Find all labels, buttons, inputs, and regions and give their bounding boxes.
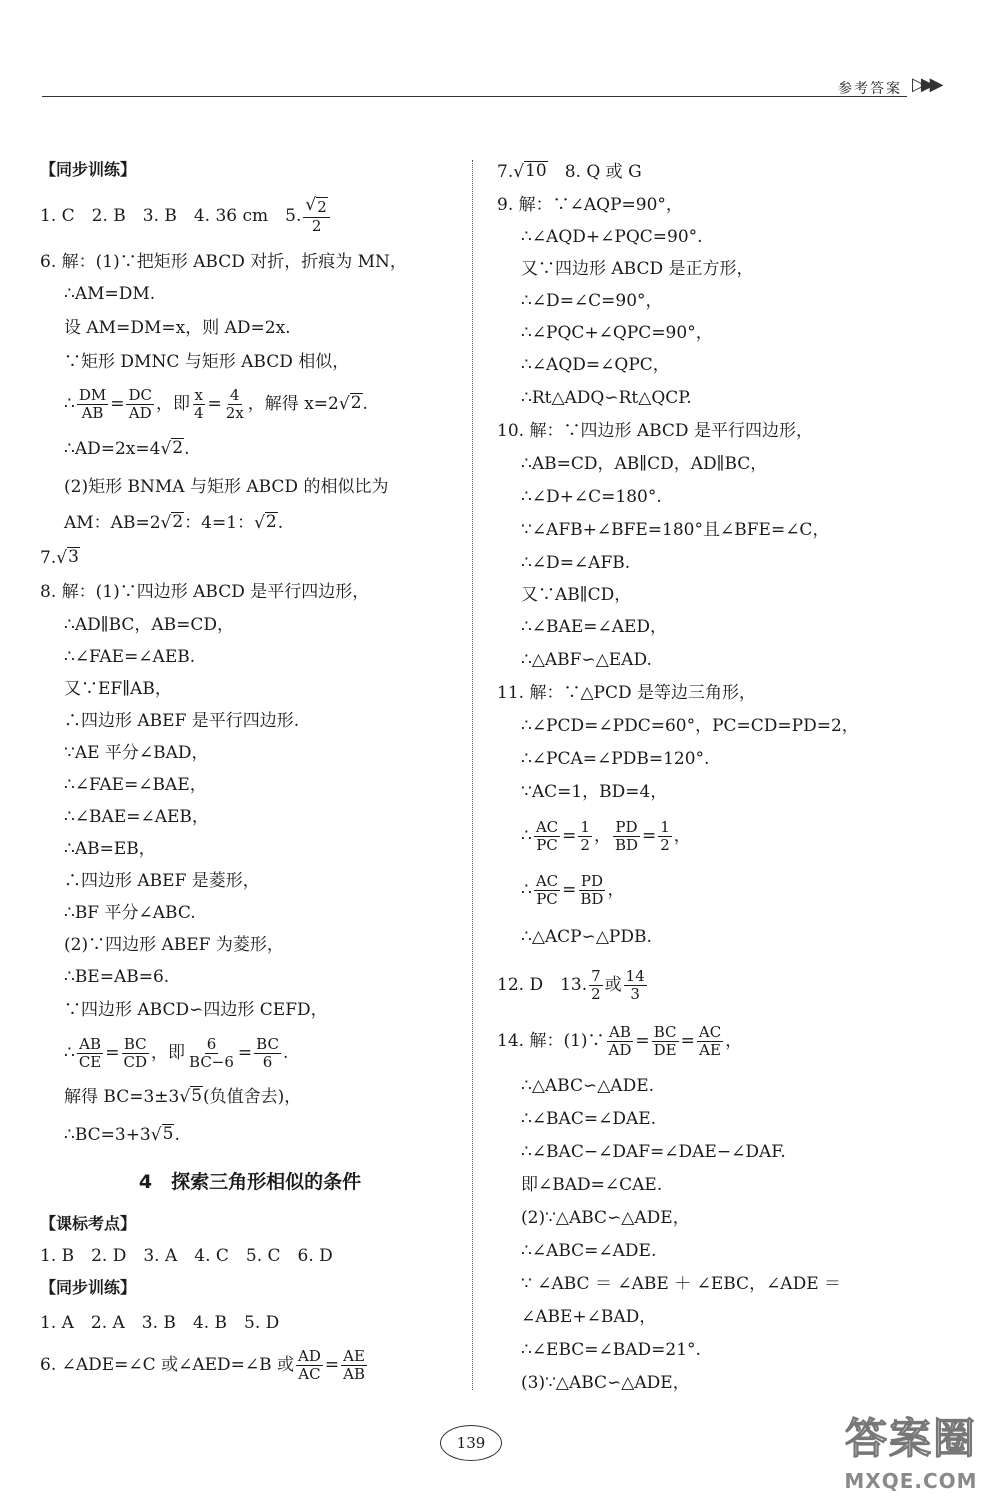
section-label: 【同步训练】 [40,1278,137,1297]
fraction [77,1036,103,1071]
answer-line: ∠ABE+∠BAD， [521,1307,657,1327]
fraction-denominator: BD [614,835,638,854]
fraction-numerator: AC [535,871,559,890]
answer-line [40,541,460,575]
fraction-denominator: 2 [311,217,322,235]
answer-line: 1. A 2. A 3. B 4. B 5. D [40,1313,280,1333]
fraction-denominator: 2 [660,835,670,854]
answer-line [40,379,460,429]
text-segment: 7. [40,548,57,568]
answer-line: ∴∠D+∠C=180°. [521,487,662,507]
square-root [56,547,80,569]
answer-line [40,1115,460,1155]
text-segment: = [110,394,125,414]
header-rule [42,96,907,97]
section-label: 【课标考点】 [40,1214,137,1233]
fraction-denominator: DE [653,1040,677,1059]
text-segment: ∴ [64,394,75,414]
radicand: 2 [317,198,327,216]
text-segment: = [680,1031,695,1051]
fraction [607,1024,634,1059]
text-segment: ∴ [64,1043,75,1063]
text-segment: = [237,1043,253,1063]
text-segment: = [105,1043,120,1063]
fraction-denominator: PC [536,835,558,854]
fraction-numerator: AE [343,1346,365,1365]
fraction [578,873,605,908]
fraction-denominator: AE [699,1040,721,1059]
fraction-denominator: CE [78,1052,102,1071]
page-number: 139 [440,1425,502,1461]
answer-line: ∴Rt△ADQ∽Rt△QCP. [521,388,692,408]
text-segment: . [174,1125,180,1145]
answer-line: (2)∵四边形 ABEF 为菱形， [64,935,284,955]
answer-line: ∵AE 平分∠BAD， [64,743,209,763]
text-segment: . [184,439,190,459]
answer-line: 8. 解：(1)∵四边形 ABCD 是平行四边形， [40,582,370,602]
text-segment: . [282,1043,289,1063]
fraction-numerator: DC [128,385,152,404]
answer-line: ∴∠AQD=∠QPC， [521,355,670,375]
fraction-denominator: BC−6 [189,1052,234,1071]
answer-line: ∵ ∠ABC ＝ ∠ABE ＋ ∠EBC，∠ADE ＝ [521,1274,842,1294]
answer-line: ∴BF 平分∠ABC. [64,903,196,923]
fraction [341,1348,367,1383]
fraction [77,387,108,422]
fraction-denominator: AD [608,1040,632,1059]
answer-line: ∴四边形 ABEF 是平行四边形. [64,711,300,731]
answer-line: (2)∵△ABC∽△ADE， [521,1208,690,1228]
radical-sign-icon: √ [160,513,172,533]
text-segment: ：4=1： [184,513,255,533]
fraction-numerator: AB [609,1022,631,1041]
fraction [126,387,154,422]
answer-line: (2)矩形 BNMA 与矩形 ABCD 的相似比为 [64,477,389,497]
text-segment: ， [725,1031,743,1051]
fraction-denominator: AC [298,1364,321,1383]
answer-line: 设 AM=DM=x，则 AD=2x. [64,318,291,338]
text-segment: . [362,394,368,414]
fraction [192,387,206,422]
text-segment: = [324,1355,340,1375]
fraction-denominator: 4 [193,403,204,422]
fraction [697,1024,723,1059]
answer-line: ∴BE=AB=6. [64,967,170,987]
square-root [254,512,278,534]
radicand: 2 [172,438,184,458]
text-segment: 7. [497,162,514,182]
radical-sign-icon: √ [179,1087,191,1107]
answer-line: ∴∠D=∠C=90°， [521,291,663,311]
fraction [122,1036,150,1071]
radical-sign-icon: √ [160,439,172,459]
radical-sign-icon: √ [56,548,68,568]
answer-line: 6. 解：(1)∵把矩形 ABCD 对折，折痕为 MN， [40,252,407,272]
text-segment: ，即 [151,1043,186,1063]
fraction-numerator: DM [78,385,107,404]
answer-line: 11. 解：∵△PCD 是等边三角形， [497,683,756,703]
answer-line: ∴∠AQD+∠PQC=90°. [521,227,703,247]
fraction-numerator: 6 [206,1034,217,1053]
fraction [534,819,560,854]
square-root [179,1086,203,1108]
fraction-numerator: 14 [625,966,645,985]
answer-line: 9. 解：∵∠AQP=90°， [497,195,683,215]
answer-line: 1. B 2. D 3. A 4. C 5. C 6. D [40,1246,333,1266]
answer-line [40,1027,460,1079]
answer-line [40,1079,460,1115]
answer-line: (3)∵△ABC∽△ADE， [521,1373,690,1393]
radicand: 2 [350,393,362,413]
fraction-denominator: 2 [580,835,590,854]
header-label: 参考答案 [838,81,902,97]
fraction-numerator: 7 [591,966,601,985]
text-segment: = [562,880,577,900]
radical-sign-icon: √ [305,195,317,215]
radical-sign-icon: √ [254,513,265,533]
answer-line: 即∠BAD=∠CAE. [521,1175,663,1195]
watermark-url: MXQE.COM [844,1469,978,1493]
answer-line: ∴∠PCA=∠PDB=120°. [521,749,710,769]
answer-line [40,505,460,541]
answer-line: ∴∠BAE=∠AEB， [64,807,209,827]
answer-line [497,809,937,863]
text-segment: 1. C 2. B 3. B 4. 36 cm 5. [40,206,302,226]
fraction [652,1024,679,1059]
answer-line: ∴∠FAE=∠BAE， [64,775,207,795]
text-segment: ∴BC=3+3 [64,1125,151,1145]
text-segment: 8. Q 或 G [547,162,642,182]
square-root [161,512,185,534]
fraction [254,1036,281,1071]
answer-line [497,863,937,917]
text-segment: 解得 BC=3±3 [64,1087,180,1107]
fraction-numerator [303,197,329,218]
left-column [40,155,460,1387]
square-root [151,1124,175,1146]
radical-sign-icon: √ [150,1125,162,1145]
answer-line: ∴AB=CD，AB∥CD，AD∥BC， [521,454,768,474]
fraction-denominator: PC [536,889,558,908]
fraction-numerator: BC [256,1034,279,1053]
radicand: 5 [191,1086,203,1106]
fraction-numerator: PD [580,871,603,890]
fraction [187,1036,236,1071]
answer-line: 又∵AB∥CD， [521,585,632,605]
fraction-denominator: 2x [225,403,244,422]
text-segment: ∴AD=2x=4 [64,439,161,459]
watermark-glyphs: 答案圈 [844,1414,977,1463]
radicand: 2 [172,512,184,532]
radical-sign-icon: √ [513,162,525,182]
fraction-numerator: BC [123,1034,147,1053]
text-segment: = [635,1031,650,1051]
answer-line [497,155,937,189]
fraction-numerator: x [194,385,203,404]
text-segment: ∴ [521,880,532,900]
fraction-numerator: AB [79,1034,101,1053]
answer-line: ∴∠BAC=∠DAE. [521,1109,657,1129]
answer-line: ∵∠AFB+∠BFE=180°且∠BFE=∠C， [521,520,830,540]
fraction [589,968,603,1003]
answer-line: ∴∠PCD=∠PDC=60°，PC=CD=PD=2， [521,716,859,736]
answer-line: ∴AM=DM. [64,284,156,304]
text-segment: ∴ [521,826,532,846]
watermark-logo [836,1410,986,1500]
text-segment: ， [607,880,625,900]
section-label: 【同步训练】 [40,160,137,179]
text-segment: = [562,826,577,846]
answer-line: ∴∠BAE=∠AED， [521,617,668,637]
fraction [578,819,592,854]
fraction-numerator: AC [535,817,559,836]
column-divider [472,160,473,1390]
fraction [303,197,329,235]
fraction-numerator: 4 [230,385,240,404]
square-root [513,161,547,183]
answer-line: ∴△ABC∽△ADE. [521,1076,655,1096]
fraction-denominator: AB [81,403,104,422]
fraction-denominator: 6 [262,1052,273,1071]
answer-line [40,1343,460,1387]
radicand: 5 [162,1124,174,1144]
text-segment: 14. 解：(1)∵ [497,1031,605,1051]
text-segment: = [207,394,222,414]
text-segment: 6. ∠ADE=∠C 或∠AED=∠B 或 [40,1355,295,1375]
answer-line: 又∵四边形 ABCD 是正方形， [521,259,754,279]
fraction-denominator: CD [123,1052,148,1071]
answer-line: ∵四边形 ABCD∽四边形 CEFD， [64,1000,328,1020]
answer-line: ∴∠EBC=∠BAD=21°. [521,1340,701,1360]
fraction-numerator: 1 [580,817,590,836]
text-segment: ，解得 x=2 [247,394,339,414]
radicand: 10 [525,161,547,181]
answer-line [40,185,460,247]
fraction-denominator: BD [580,889,604,908]
answer-line: ∴AB=EB， [64,839,156,859]
answer-line: 又∵EF∥AB， [64,679,172,699]
answer-line: ∴∠PQC+∠QPC=90°， [521,323,713,343]
text-segment: . [277,513,284,533]
answer-line: ∴∠FAE=∠AEB. [64,647,196,667]
fraction-numerator: AC [698,1022,722,1041]
answer-line: ∴∠D=∠AFB. [521,553,631,573]
text-segment: ，即 [155,394,190,414]
fraction [624,968,647,1003]
text-segment: AM：AB=2 [64,513,161,533]
radicand: 2 [265,512,277,532]
text-segment: 12. D 13. [497,975,588,995]
answer-line: ∴∠BAC−∠DAF=∠DAE−∠DAF. [521,1142,786,1162]
answer-line: ∴△ACP∽△PDB. [521,927,652,947]
answer-line: ∴AD∥BC，AB=CD， [64,615,235,635]
fraction [658,819,672,854]
radical-sign-icon: √ [338,394,350,414]
square-root [160,438,184,460]
fraction-denominator: AD [128,403,152,422]
fraction-numerator: AD [298,1346,321,1365]
text-segment: 或 [604,975,622,995]
fraction-denominator: 2 [591,984,601,1003]
fraction [613,819,640,854]
radicand: 3 [68,547,79,567]
text-segment: ， [673,826,691,846]
answer-line: ∵矩形 DMNC 与矩形 ABCD 相似， [64,352,350,372]
fraction-numerator: 1 [660,817,670,836]
fraction-denominator: AB [343,1364,365,1383]
answer-line: ∴∠ABC=∠ADE. [521,1241,657,1261]
right-column [497,155,937,1399]
header-arrows-icon: ▷▶▶ [912,74,939,95]
section-heading: 4 探索三角形相似的条件 [138,1171,362,1193]
text-segment: ， [593,826,611,846]
answer-line [497,1013,937,1069]
answer-line: ∴四边形 ABEF 是菱形， [64,871,260,891]
answer-line [497,957,937,1013]
fraction-denominator: 3 [630,984,640,1003]
text-segment: = [642,826,657,846]
fraction [296,1348,323,1383]
text-segment: (负值舍去)， [203,1087,302,1107]
square-root [305,197,327,217]
fraction [534,873,560,908]
fraction [224,387,246,422]
square-root [339,393,363,415]
answer-line [40,429,460,469]
answer-line: 10. 解：∵四边形 ABCD 是平行四边形， [497,421,813,441]
answer-line: ∴△ABF∽△EAD. [521,650,652,670]
answer-line: ∵AC=1，BD=4， [521,782,668,802]
fraction-numerator: BC [653,1022,677,1041]
fraction-numerator: PD [615,817,638,836]
